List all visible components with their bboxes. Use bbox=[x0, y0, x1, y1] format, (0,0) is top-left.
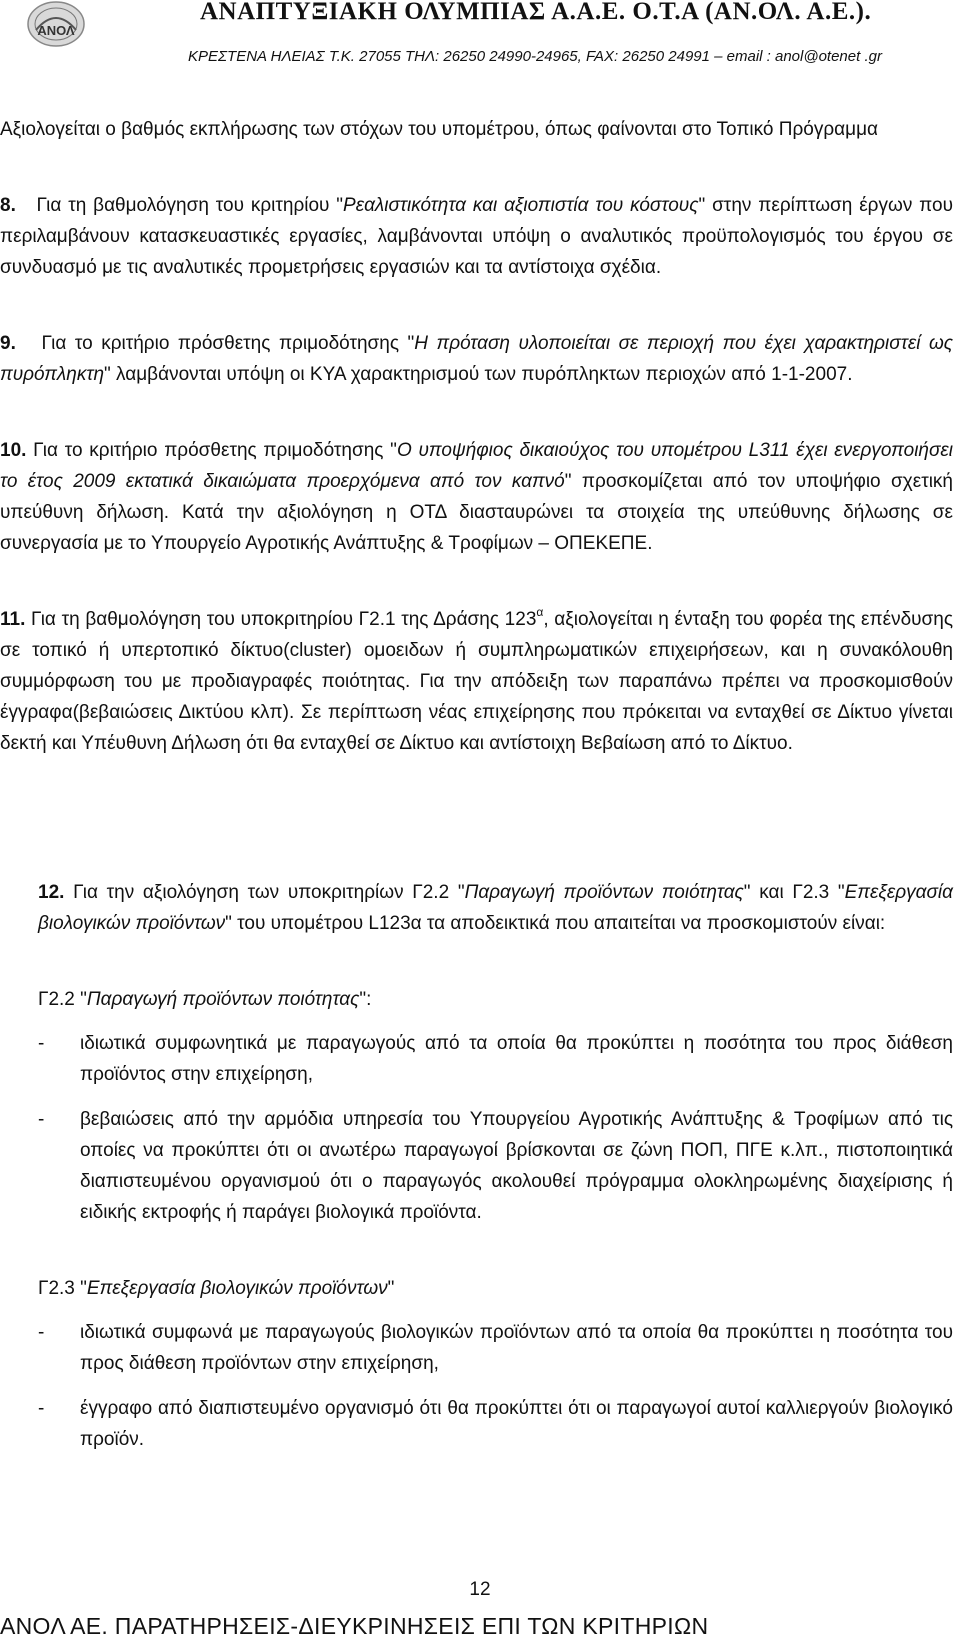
item-number: 8. bbox=[0, 195, 16, 216]
item-number: 11. bbox=[0, 609, 26, 630]
logo-text: ΑΝΟΛ bbox=[37, 23, 75, 38]
footer-text: ΑΝΟΛ ΑΕ. ΠΑΡΑΤΗΡΗΣΕΙΣ-ΔΙΕΥΚΡΙΝΗΣΕΙΣ ΕΠΙ ΤΩΝ ΚΡΙΤΗΡΙΩΝ bbox=[0, 1613, 709, 1639]
g23-heading: Γ2.3 "Επεξεργασία βιολογικών προϊόντων" bbox=[38, 1278, 395, 1299]
item-12: 12. Για την αξιολόγηση των υποκριτηρίων Γ2.2 "Παραγωγή προϊόντων ποιότητας" και Γ2.3 "Επεξεργασία βιολογικών προϊόντων" του υπομέτρου L123α τα αποδεικτικά που απαιτείται να προσκομιστούν είναι: bbox=[38, 882, 953, 934]
list-item: - βεβαιώσεις από την αρμόδια υπηρεσία του Υπουργείου Αγροτικής Ανάπτυξης & Τροφίμων από τις οποίες να προκύπτει ότι οι ανωτέρω παραγωγοί βρίσκονται σε ζώνη ΠΟΠ, ΠΓΕ κ.λπ., πιστοποιητικά διαπιστευμένου οργανισμού ότι ο παραγωγός ακολουθεί πρόγραμμα ολοκληρωμένης διαχείρισης ή ειδικής εκτροφής ή παράγει βιολογικά προϊόντα. bbox=[38, 1109, 953, 1223]
item-8: 8. Για τη βαθμολόγηση του κριτηρίου "Ρεαλιστικότητα και αξιοπιστία του κόστους" στην περίπτωση έργων που περιλαμβάνουν κατασκευαστικές εργασίες, λαμβάνονται υπόψη ο αναλυτικός προϋπολογισμός του έργου σε συνδυασμό με τις αναλυτικές προμετρήσεις εργασιών και τα αντίστοιχα σχέδια. bbox=[0, 195, 953, 278]
list-item: - ιδιωτικά συμφωνά με παραγωγούς βιολογικών προϊόντων από τα οποία θα προκύπτει η ποσότητα του προς διάθεση προϊόντων στην επιχείρηση, bbox=[38, 1322, 953, 1374]
list-item: - ιδιωτικά συμφωνητικά με παραγωγούς από τα οποία θα προκύπτει η ποσότητα του προς διάθεση προϊόντος στην επιχείρηση, bbox=[38, 1033, 953, 1085]
page-number: 12 bbox=[469, 1579, 491, 1600]
g22-heading: Γ2.2 "Παραγωγή προϊόντων ποιότητας": bbox=[38, 989, 372, 1010]
anol-logo bbox=[26, 0, 86, 50]
company-title: ΑΝΑΠΤΥΞΙΑΚΗ ΟΛΥΜΠΙΑΣ Α.Α.Ε. Ο.Τ.Α (ΑΝ.ΟΛ. Α.Ε.). bbox=[200, 0, 872, 25]
list-item: - έγγραφο από διαπιστευμένο οργανισμό ότι θα προκύπτει ότι οι παραγωγοί αυτοί καλλιεργούν βιολογικό προϊόν. bbox=[38, 1398, 953, 1450]
intro-paragraph: Αξιολογείται ο βαθμός εκπλήρωσης των στόχων του υπομέτρου, όπως φαίνονται στο Τοπικό Πρόγραμμα bbox=[0, 119, 879, 140]
item-number: 12. bbox=[38, 882, 65, 903]
item-number: 10. bbox=[0, 440, 27, 461]
item-9: 9. Για το κριτήριο πρόσθετης πριμοδότησης "Η πρόταση υλοποιείται σε περιοχή που έχει χαρακτηριστεί ως πυρόπληκτη" λαμβάνονται υπόψη οι ΚΥΑ χαρακτηρισμού των πυρόπληκτων περιοχών από 1-1-2007. bbox=[0, 333, 953, 385]
item-11: 11. Για τη βαθμολόγηση του υποκριτηρίου Γ2.1 της Δράσης $123^\alpha$, αξιολογείται η ένταξη του φορέα της επένδυσης σε τοπικό ή υπερτοπικό δίκτυο(cluster) ομοειδων ή συμπληρωματικών επιχειρήσεων, και η συνακόλουθη συμμόρφωση του με προδιαγραφές ποιότητας. Για την απόδειξη των παραπάνω πρέπει να προσκομισθούν έγγραφα(βεβαιώσεις Δικτύου κλπ). Σε περίπτωση νέας επιχείρησης που πρόκειται να ενταχθεί σε Δίκτυο γίνεται δεκτή και Υπέυθυνη Δήλωση ότι θα ενταχθεί σε Δίκτυο και αντίστοιχη Βεβαίωση από το Δίκτυο. bbox=[0, 605, 954, 754]
company-contact: ΚΡΕΣΤΕΝΑ ΗΛΕΙΑΣ Τ.Κ. 27055 ΤΗΛ: 26250 24990-24965, FAX: 26250 24991 – email : anol@otenet .gr bbox=[188, 48, 882, 65]
item-10: 10. Για το κριτήριο πρόσθετης πριμοδότησης "Ο υποψήφιος δικαιούχος του υπομέτρου L311 έχει ενεργοποιήσει το έτος 2009 εκτατικά δικαιώματα προερχόμενα από τον καπνό" προσκομίζεται από τον υποψήφιο σχετική υπεύθυνη δήλωση. Κατά την αξιολόγηση η ΟΤΔ διασταυρώνει τα στοιχεία της υπεύθυνης δήλωσης σε συνεργασία με το Υπουργείο Αγροτικής Ανάπτυξης & Τροφίμων – ΟΠΕΚΕΠΕ. bbox=[0, 440, 953, 554]
item-number: 9. bbox=[0, 333, 16, 354]
